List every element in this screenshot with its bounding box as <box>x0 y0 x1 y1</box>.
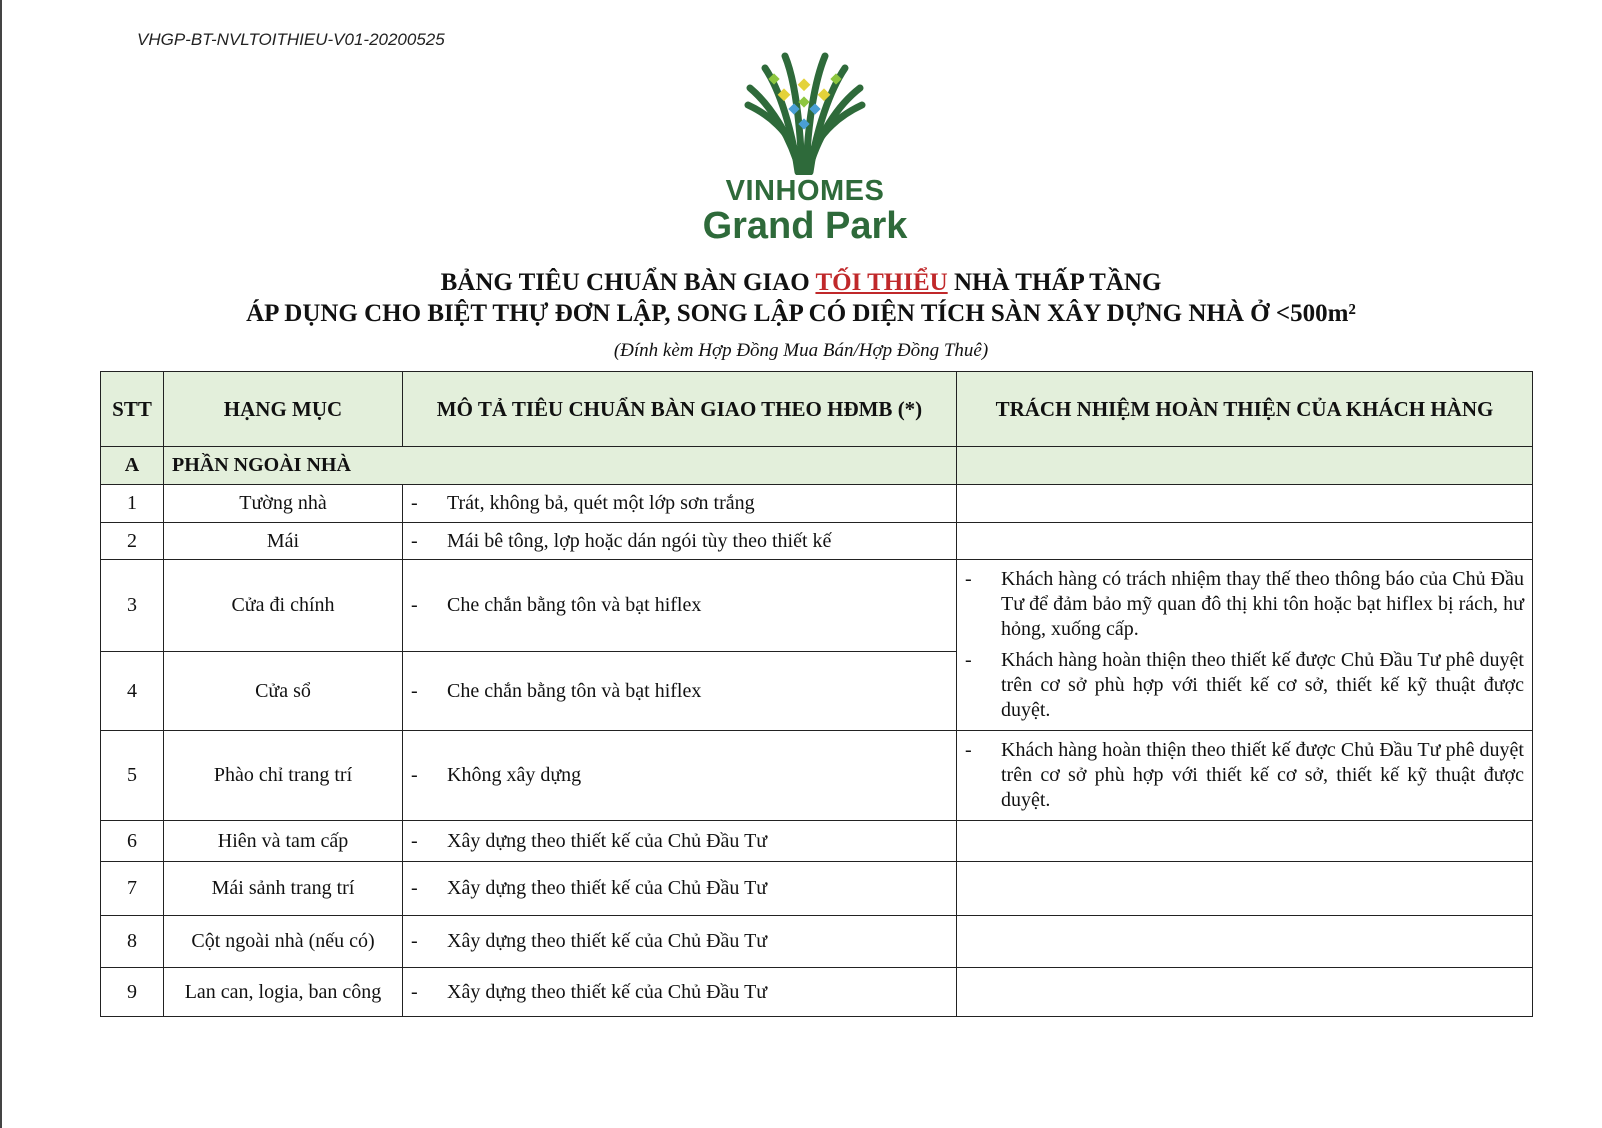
section-empty-cell <box>957 447 1533 485</box>
header-category: HẠNG MỤC <box>164 372 403 447</box>
document-title-line1 <box>0 269 1602 297</box>
description-text: Xây dựng theo thiết kế của Chủ Đầu Tư <box>447 930 768 952</box>
table-row <box>101 821 1533 862</box>
bullet-dash: - <box>411 930 418 952</box>
description-text: Che chắn bằng tôn và bạt hiflex <box>447 594 702 616</box>
row-description <box>403 862 957 916</box>
table-row <box>101 968 1533 1017</box>
row-description <box>403 968 957 1017</box>
row-responsibility <box>957 523 1533 560</box>
title-post: NHÀ THẤP TẦNG <box>947 269 1162 296</box>
responsibility-text: Khách hàng có trách nhiệm thay thế theo thông báo của Chủ Đầu Tư để đảm bảo mỹ quan đô thị khi tôn hoặc bạt hiflex bị rách, hư hỏng, xuống cấp. <box>1001 568 1524 640</box>
description-text: Không xây dựng <box>447 764 582 786</box>
section-label: PHẦN NGOÀI NHÀ <box>164 447 957 485</box>
row-responsibility <box>957 731 1533 821</box>
document-title-line2: ÁP DỤNG CHO BIỆT THỰ ĐƠN LẬP, SONG LẬP CÓ DIỆN TÍCH SÀN XÂY DỰNG NHÀ Ở <500m² <box>246 300 1356 327</box>
bullet-dash: - <box>411 492 418 514</box>
row-category: Lan can, logia, ban công <box>164 968 403 1017</box>
row-stt: 1 <box>101 485 164 523</box>
description-text: Xây dựng theo thiết kế của Chủ Đầu Tư <box>447 980 768 1003</box>
row-responsibility <box>957 485 1533 523</box>
row-stt: 2 <box>101 523 164 560</box>
row-stt: 7 <box>101 862 164 916</box>
logo-brand-line2: Grand Park <box>702 205 908 247</box>
row-stt: 4 <box>101 652 164 731</box>
section-row <box>101 447 1533 485</box>
bullet-dash: - <box>411 764 418 786</box>
description-text: Trát, không bả, quét một lớp sơn trắng <box>447 492 755 514</box>
row-category: Hiên và tam cấp <box>164 821 403 862</box>
page-left-border <box>0 0 2 1128</box>
table-row <box>101 862 1533 916</box>
table-row <box>101 523 1533 560</box>
table-row <box>101 731 1533 821</box>
bullet-dash: - <box>411 877 418 899</box>
bullet-dash: - <box>411 594 418 616</box>
description-text: Mái bê tông, lợp hoặc dán ngói tùy theo thiết kế <box>447 529 832 552</box>
bullet-dash: - <box>411 679 418 702</box>
bullet-dash: - <box>411 529 418 552</box>
document-subtitle: (Đính kèm Hợp Đồng Mua Bán/Hợp Đồng Thuê) <box>613 340 989 361</box>
row-category: Cột ngoài nhà (nếu có) <box>164 916 403 968</box>
bullet-dash: - <box>411 829 418 852</box>
table-row <box>101 916 1533 968</box>
table-row <box>101 485 1533 523</box>
row-description <box>403 652 957 731</box>
row-responsibility <box>957 862 1533 916</box>
row-category: Mái <box>164 523 403 560</box>
row-category: Mái sảnh trang trí <box>164 862 403 916</box>
bullet-dash: - <box>965 739 972 761</box>
handover-standards-table <box>100 371 1533 1017</box>
header-stt: STT <box>101 372 164 447</box>
row-responsibility <box>957 916 1533 968</box>
bullet-dash: - <box>965 649 972 671</box>
title-pre: BẢNG TIÊU CHUẨN BÀN GIAO <box>440 269 816 296</box>
responsibility-item <box>965 567 1524 642</box>
responsibility-item <box>965 738 1524 813</box>
row-description <box>403 916 957 968</box>
row-category: Phào chỉ trang trí <box>164 731 403 821</box>
row-stt: 3 <box>101 560 164 652</box>
row-responsibility <box>957 821 1533 862</box>
row-stt: 6 <box>101 821 164 862</box>
title-highlight: TỐI THIỂU <box>815 269 948 296</box>
responsibility-text: Khách hàng hoàn thiện theo thiết kế được Chủ Đầu Tư phê duyệt trên cơ sở phù hợp với thiết kế cơ sở, thiết kế kỹ thuật được duyệt. <box>1001 739 1524 811</box>
row-stt: 8 <box>101 916 164 968</box>
responsibility-item <box>965 648 1524 723</box>
row-description <box>403 821 957 862</box>
document-code: VHGP-BT-NVLTOITHIEU-V01-20200525 <box>137 30 445 49</box>
description-text: Che chắn bằng tôn và bạt hiflex <box>447 679 702 702</box>
row-category: Cửa sổ <box>164 652 403 731</box>
row-category: Cửa đi chính <box>164 560 403 652</box>
bullet-dash: - <box>965 568 972 590</box>
row-description <box>403 485 957 523</box>
row-responsibility <box>957 560 1533 731</box>
row-responsibility <box>957 968 1533 1017</box>
header-description: MÔ TẢ TIÊU CHUẨN BÀN GIAO THEO HĐMB (*) <box>403 372 957 447</box>
row-description <box>403 523 957 560</box>
header-responsibility: TRÁCH NHIỆM HOÀN THIỆN CỦA KHÁCH HÀNG <box>957 372 1533 447</box>
responsibility-text: Khách hàng hoàn thiện theo thiết kế được Chủ Đầu Tư phê duyệt trên cơ sở phù hợp với thiết kế cơ sở, thiết kế kỹ thuật được duyệt. <box>1001 649 1524 721</box>
table-row <box>101 560 1533 652</box>
description-text: Xây dựng theo thiết kế của Chủ Đầu Tư <box>447 829 768 852</box>
description-text: Xây dựng theo thiết kế của Chủ Đầu Tư <box>447 877 768 899</box>
row-stt: 5 <box>101 731 164 821</box>
logo-brand-line1: VINHOMES <box>725 175 885 207</box>
vinhomes-grand-park-logo <box>700 50 910 250</box>
row-description <box>403 560 957 652</box>
bullet-dash: - <box>411 980 418 1003</box>
row-description <box>403 731 957 821</box>
table-header-row <box>101 372 1533 447</box>
row-category: Tường nhà <box>164 485 403 523</box>
section-code: A <box>101 447 164 485</box>
row-stt: 9 <box>101 968 164 1017</box>
palm-tree-icon <box>740 50 870 175</box>
